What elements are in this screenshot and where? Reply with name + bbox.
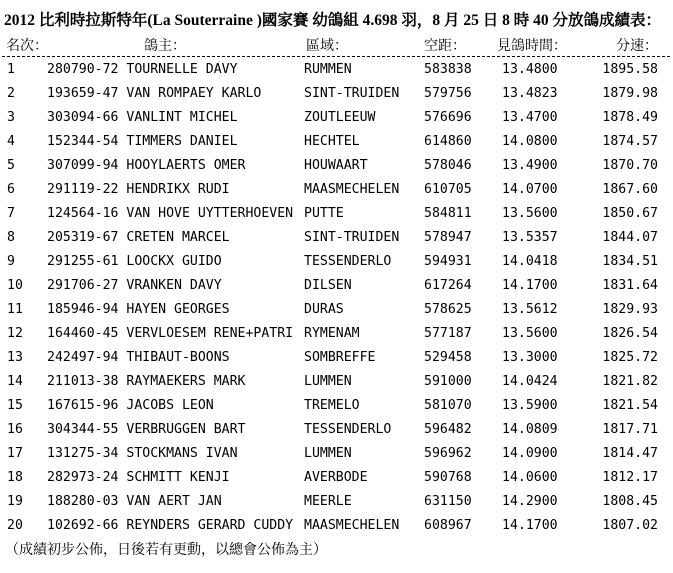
region-cell: SOMBREFFE [304, 350, 376, 365]
owner-cell: 304344-55 VERBRUGGEN BART [47, 422, 246, 437]
distance-cell: 610705 [424, 182, 472, 197]
time-cell: 13.4900 [502, 158, 558, 173]
table-row [0, 155, 673, 179]
table-row [0, 395, 673, 419]
distance-cell: 529458 [424, 350, 472, 365]
table-row [0, 179, 673, 203]
owner-cell: 102692-66 REYNDERS GERARD CUDDY [47, 518, 294, 533]
time-cell: 13.4800 [502, 62, 558, 77]
owner-cell: 280790-72 TOURNELLE DAVY [47, 62, 238, 77]
region-cell: MAASMECHELEN [304, 182, 400, 197]
time-cell: 13.4823 [502, 86, 558, 101]
speed-cell: 1817.71 [602, 422, 658, 437]
region-cell: LUMMEN [304, 374, 352, 389]
region-cell: DILSEN [304, 278, 352, 293]
region-cell: SINT-TRUIDEN [304, 86, 400, 101]
region-cell: HECHTEL [304, 134, 360, 149]
header-distance: 空距： [424, 38, 466, 54]
speed-cell: 1879.98 [602, 86, 658, 101]
rank-cell: 15 [7, 398, 23, 413]
rank-cell: 20 [7, 518, 23, 533]
distance-cell: 577187 [424, 326, 472, 341]
table-row [0, 227, 673, 251]
time-cell: 13.5357 [502, 230, 558, 245]
distance-cell: 596962 [424, 446, 472, 461]
owner-cell: 124564-16 VAN HOVE UYTTERHOEVEN [47, 206, 294, 221]
header-owner: 鴿主： [144, 38, 186, 54]
region-cell: TREMELO [304, 398, 360, 413]
table-row [0, 347, 673, 371]
owner-cell: 205319-67 CRETEN MARCEL [47, 230, 230, 245]
rank-cell: 16 [7, 422, 23, 437]
owner-cell: 164460-45 VERVLOESEM RENE+PATRI [47, 326, 294, 341]
time-cell: 13.4700 [502, 110, 558, 125]
rank-cell: 1 [7, 62, 15, 77]
speed-cell: 1807.02 [602, 518, 658, 533]
owner-cell: 282973-24 SCHMITT KENJI [47, 470, 230, 485]
table-row [0, 419, 673, 443]
rank-cell: 8 [7, 230, 15, 245]
time-cell: 14.0900 [502, 446, 558, 461]
owner-cell: 167615-96 JACOBS LEON [47, 398, 214, 413]
distance-cell: 614860 [424, 134, 472, 149]
distance-cell: 631150 [424, 494, 472, 509]
results-table [0, 59, 673, 539]
region-cell: PUTTE [304, 206, 344, 221]
distance-cell: 594931 [424, 254, 472, 269]
speed-cell: 1831.64 [602, 278, 658, 293]
document-title: 2012 比利時拉斯特年(La Souterraine )國家賽 幼鴿組 4.698 羽，8 月 25 日 8 時 40 分放鴿成績表： [4, 12, 662, 29]
table-row [0, 443, 673, 467]
header-divider [2, 56, 670, 57]
rank-cell: 19 [7, 494, 23, 509]
time-cell: 14.1700 [502, 518, 558, 533]
time-cell: 13.5900 [502, 398, 558, 413]
distance-cell: 590768 [424, 470, 472, 485]
rank-cell: 5 [7, 158, 15, 173]
owner-cell: 291706-27 VRANKEN DAVY [47, 278, 222, 293]
distance-cell: 608967 [424, 518, 472, 533]
rank-cell: 7 [7, 206, 15, 221]
header-speed: 分速： [616, 38, 658, 54]
time-cell: 14.0800 [502, 134, 558, 149]
time-cell: 14.0424 [502, 374, 558, 389]
speed-cell: 1878.49 [602, 110, 658, 125]
region-cell: DURAS [304, 302, 344, 317]
owner-cell: 291255-61 LOOCKX GUIDO [47, 254, 222, 269]
table-row [0, 467, 673, 491]
table-row [0, 83, 673, 107]
region-cell: AVERBODE [304, 470, 368, 485]
owner-cell: 185946-94 HAYEN GEORGES [47, 302, 230, 317]
owner-cell: 188280-03 VAN AERT JAN [47, 494, 222, 509]
speed-cell: 1874.57 [602, 134, 658, 149]
rank-cell: 10 [7, 278, 23, 293]
distance-cell: 579756 [424, 86, 472, 101]
rank-cell: 9 [7, 254, 15, 269]
region-cell: MEERLE [304, 494, 352, 509]
table-row [0, 323, 673, 347]
rank-cell: 17 [7, 446, 23, 461]
speed-cell: 1844.07 [602, 230, 658, 245]
owner-cell: 152344-54 TIMMERS DANIEL [47, 134, 238, 149]
time-cell: 14.0809 [502, 422, 558, 437]
owner-cell: 291119-22 HENDRIKX RUDI [47, 182, 230, 197]
table-row [0, 515, 673, 539]
rank-cell: 3 [7, 110, 15, 125]
time-cell: 13.3000 [502, 350, 558, 365]
owner-cell: 131275-34 STOCKMANS IVAN [47, 446, 238, 461]
rank-cell: 18 [7, 470, 23, 485]
rank-cell: 11 [7, 302, 23, 317]
owner-cell: 211013-38 RAYMAEKERS MARK [47, 374, 246, 389]
speed-cell: 1829.93 [602, 302, 658, 317]
time-cell: 14.0600 [502, 470, 558, 485]
time-cell: 13.5600 [502, 206, 558, 221]
header-region: 區域： [306, 38, 348, 54]
table-row [0, 107, 673, 131]
footer-note: （成績初步公佈，日後若有更動，以總會公佈為主） [5, 542, 327, 558]
time-cell: 14.2900 [502, 494, 558, 509]
distance-cell: 576696 [424, 110, 472, 125]
table-header [0, 33, 673, 57]
distance-cell: 581070 [424, 398, 472, 413]
rank-cell: 13 [7, 350, 23, 365]
region-cell: TESSENDERLO [304, 254, 392, 269]
rank-cell: 2 [7, 86, 15, 101]
table-row [0, 491, 673, 515]
distance-cell: 578947 [424, 230, 472, 245]
table-row [0, 251, 673, 275]
time-cell: 13.5600 [502, 326, 558, 341]
distance-cell: 617264 [424, 278, 472, 293]
region-cell: RUMMEN [304, 62, 352, 77]
owner-cell: 303094-66 VANLINT MICHEL [47, 110, 238, 125]
table-row [0, 59, 673, 83]
rank-cell: 4 [7, 134, 15, 149]
distance-cell: 591000 [424, 374, 472, 389]
rank-cell: 14 [7, 374, 23, 389]
table-row [0, 131, 673, 155]
speed-cell: 1821.54 [602, 398, 658, 413]
table-row [0, 203, 673, 227]
speed-cell: 1870.70 [602, 158, 658, 173]
time-cell: 13.5612 [502, 302, 558, 317]
distance-cell: 578046 [424, 158, 472, 173]
region-cell: MAASMECHELEN [304, 518, 400, 533]
region-cell: RYMENAM [304, 326, 360, 341]
time-cell: 14.1700 [502, 278, 558, 293]
distance-cell: 596482 [424, 422, 472, 437]
time-cell: 14.0418 [502, 254, 558, 269]
header-time: 見鴿時間： [497, 38, 567, 54]
speed-cell: 1808.45 [602, 494, 658, 509]
distance-cell: 583838 [424, 62, 472, 77]
speed-cell: 1867.60 [602, 182, 658, 197]
speed-cell: 1850.67 [602, 206, 658, 221]
region-cell: ZOUTLEEUW [304, 110, 376, 125]
owner-cell: 307099-94 HOOYLAERTS OMER [47, 158, 246, 173]
speed-cell: 1826.54 [602, 326, 658, 341]
header-rank: 名次： [6, 38, 48, 54]
owner-cell: 242497-94 THIBAUT-BOONS [47, 350, 230, 365]
distance-cell: 578625 [424, 302, 472, 317]
table-row [0, 275, 673, 299]
speed-cell: 1821.82 [602, 374, 658, 389]
rank-cell: 12 [7, 326, 23, 341]
region-cell: SINT-TRUIDEN [304, 230, 400, 245]
time-cell: 14.0700 [502, 182, 558, 197]
speed-cell: 1895.58 [602, 62, 658, 77]
region-cell: HOUWAART [304, 158, 368, 173]
distance-cell: 584811 [424, 206, 472, 221]
table-row [0, 299, 673, 323]
table-row [0, 371, 673, 395]
speed-cell: 1834.51 [602, 254, 658, 269]
speed-cell: 1814.47 [602, 446, 658, 461]
speed-cell: 1825.72 [602, 350, 658, 365]
speed-cell: 1812.17 [602, 470, 658, 485]
region-cell: TESSENDERLO [304, 422, 392, 437]
region-cell: LUMMEN [304, 446, 352, 461]
rank-cell: 6 [7, 182, 15, 197]
owner-cell: 193659-47 VAN ROMPAEY KARLO [47, 86, 262, 101]
